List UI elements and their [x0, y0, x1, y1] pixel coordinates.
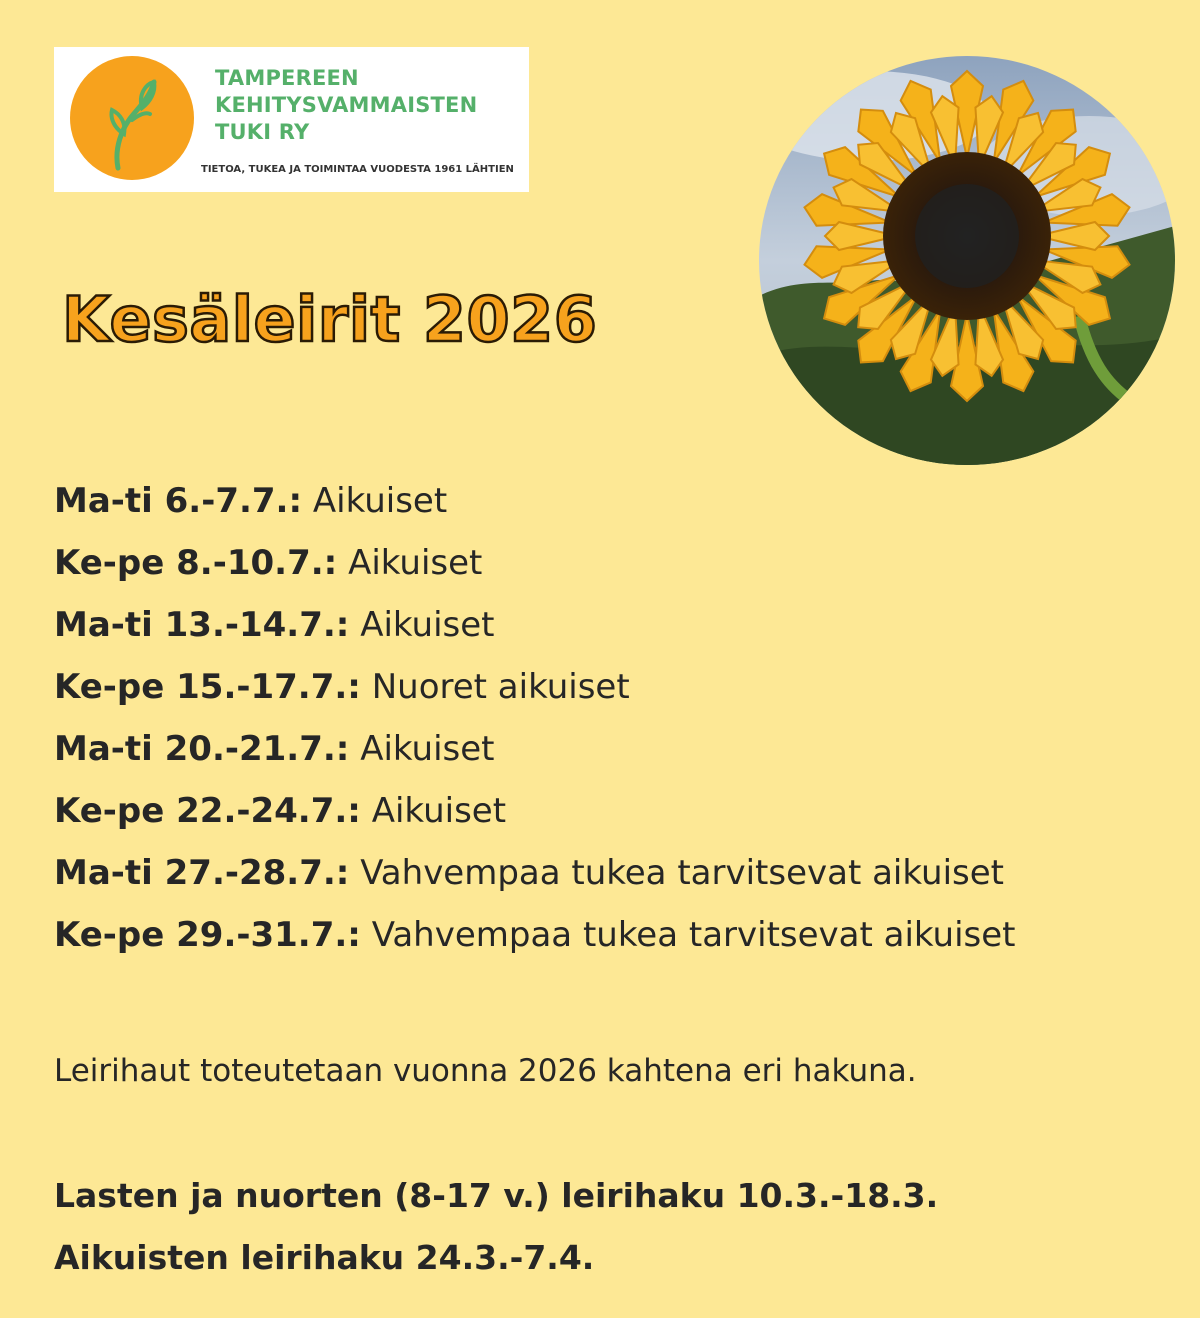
camp-group: Vahvempaa tukea tarvitsevat aikuiset [360, 853, 1004, 893]
application-period-adults: Aikuisten leirihaku 24.3.-7.4. [54, 1238, 595, 1277]
camp-date: Ke-pe 22.-24.7.: [54, 791, 361, 831]
camp-group: Aikuiset [360, 605, 495, 645]
sunflower-photo [759, 56, 1175, 465]
camp-date: Ma-ti 27.-28.7.: [54, 853, 350, 893]
organization-name-line: TAMPEREEN [215, 66, 359, 90]
camp-group: Aikuiset [312, 481, 448, 521]
camp-item [54, 470, 1016, 532]
camp-item [54, 780, 1016, 842]
camp-group: Aikuiset [348, 543, 483, 583]
organization-name-line: TUKI RY [215, 120, 310, 144]
camp-date: Ke-pe 29.-31.7.: [54, 915, 361, 955]
application-info-text: Leirihaut toteutetaan vuonna 2026 kahtena eri hakuna. [54, 1053, 917, 1089]
camp-group: Vahvempaa tukea tarvitsevat aikuiset [371, 915, 1016, 955]
camp-item [54, 594, 1016, 656]
organization-name [215, 65, 477, 146]
application-period-children: Lasten ja nuorten (8-17 v.) leirihaku 10.3.-18.3. [54, 1176, 939, 1215]
camp-date: Ma-ti 6.-7.7.: [54, 481, 303, 521]
camp-item [54, 718, 1016, 780]
organization-name-line: KEHITYSVAMMAISTEN [215, 93, 478, 117]
page-title: Kesäleirit 2026 [62, 283, 598, 356]
camp-date: Ma-ti 20.-21.7.: [54, 729, 350, 769]
organization-tagline: TIETOA, TUKEA JA TOIMINTAA VUODESTA 1961 LÄHTIEN [201, 164, 514, 175]
camp-item [54, 656, 1016, 718]
camp-date: Ke-pe 15.-17.7.: [54, 667, 361, 707]
camp-item [54, 842, 1016, 904]
camp-item [54, 532, 1016, 594]
camp-item [54, 904, 1016, 966]
sprout-icon [70, 56, 194, 180]
organization-logo [54, 47, 529, 192]
camp-date: Ke-pe 8.-10.7.: [54, 543, 338, 583]
camp-schedule-list [54, 470, 1016, 966]
camp-group: Aikuiset [371, 791, 507, 831]
camp-date: Ma-ti 13.-14.7.: [54, 605, 350, 645]
camp-group: Nuoret aikuiset [371, 667, 630, 707]
camp-group: Aikuiset [360, 729, 495, 769]
application-periods [54, 1165, 938, 1289]
